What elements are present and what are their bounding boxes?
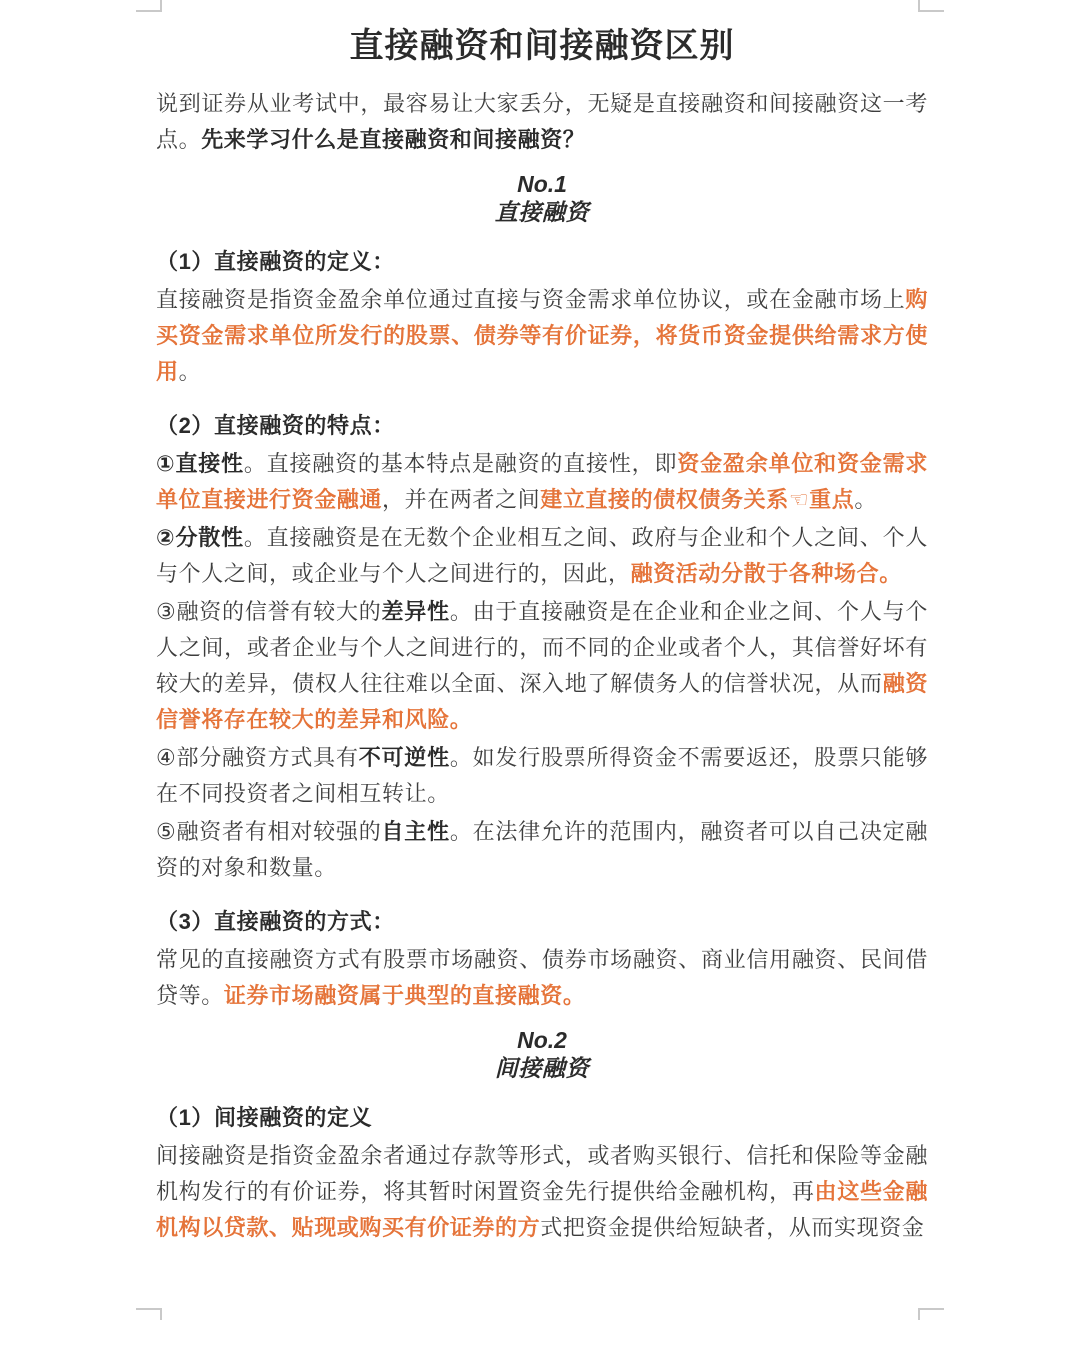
document-content <box>156 26 928 1248</box>
text-run: 直接融资是指资金盈余单位通过直接与资金需求单位协议，或在金融市场上 <box>156 287 906 312</box>
section-heading: （2）直接融资的特点： <box>156 413 395 438</box>
text-run: ②分散性 <box>156 525 244 550</box>
text-run: 不可逆性 <box>358 745 450 770</box>
paragraph <box>156 1138 928 1246</box>
text-boundary-corner-bottom-right <box>918 1308 944 1320</box>
section-heading: （1）间接融资的定义 <box>156 1105 373 1130</box>
section-number-label: No.2 <box>517 1027 567 1053</box>
text-run: 。 <box>854 487 877 512</box>
text-run: 先来学习什么是直接融资和间接融资？ <box>201 127 586 152</box>
pointing-left-hand-icon: ☜ <box>788 487 810 512</box>
text-run: 资金盈余单位和资金需求单位直接进行资金融通 <box>156 451 928 512</box>
text-run: ④部分融资方式具有 <box>156 745 359 770</box>
paragraph <box>156 814 928 886</box>
text-run: 自主性 <box>381 819 450 844</box>
text-boundary-corner-bottom-left <box>136 1308 162 1320</box>
paragraph <box>156 446 928 518</box>
paragraph <box>156 282 928 390</box>
text-run: 重点 <box>809 487 855 512</box>
text-run: ，并在两者之间 <box>382 487 541 512</box>
text-boundary-corner-top-right <box>918 0 944 12</box>
text-boundary-corner-top-left <box>136 0 162 12</box>
text-run: 融资活动分散于各种场合。 <box>630 561 902 586</box>
text-run: 证券市场融资属于典型的直接融资。 <box>223 983 586 1008</box>
text-run: 。直接融资的基本特点是融资的直接性，即 <box>243 451 678 476</box>
paragraph <box>156 594 928 738</box>
text-run: 。在法律允许的范围内，融资者可以自己决定融资的对象和数量。 <box>156 819 928 880</box>
text-run: ⑤融资者有相对较强的 <box>156 819 382 844</box>
paragraph <box>156 740 928 812</box>
section-heading: （3）直接融资的方式： <box>156 909 395 934</box>
section-heading: （1）直接融资的定义： <box>156 249 395 274</box>
text-run: 。 <box>178 359 202 384</box>
text-run: ①直接性 <box>156 451 244 476</box>
text-run: 。直接融资是在无数个企业相互之间、政府与企业和个人之间、个人与个人之间，或企业与个人之间进行的，因此， <box>156 525 928 586</box>
text-run: 式把资金提供给短缺者，从而实现资金 <box>540 1215 925 1240</box>
text-run: 。如发行股票所得资金不需要返还，股票只能够在不同投资者之间相互转让。 <box>156 745 929 806</box>
text-run: 常见的直接融资方式有股票市场融资、债券市场融资、商业信用融资、民间借贷等。 <box>156 947 928 1008</box>
paragraph <box>156 942 928 1014</box>
paragraph <box>156 520 928 592</box>
text-run: 说到证券从业考试中，最容易让大家丢分，无疑是直接融资和间接融资这一考点。 <box>156 91 928 152</box>
document-title: 直接融资和间接融资区别 <box>349 27 735 65</box>
text-run: 差异性 <box>381 599 450 624</box>
text-run: 建立直接的债权债务关系 <box>540 487 789 512</box>
text-run: 融资信誉将存在较大的差异和风险。 <box>156 671 928 732</box>
section-subtitle: 直接融资 <box>494 199 590 225</box>
document-blocks <box>156 86 928 1246</box>
text-run: 购买资金需求单位所发行的股票、债券等有价证券，将货币资金提供给需求方使用 <box>156 287 928 384</box>
text-run: 间接融资是指资金盈余者通过存款等形式，或者购买银行、信托和保险等金融机构发行的有价证券，将其暂时闲置资金先行提供给金融机构，再 <box>156 1143 928 1204</box>
text-run: 。由于直接融资是在企业和企业之间、个人与个人之间，或者企业与个人之间进行的，而不同的企业或者个人，其信誉好坏有较大的差异，债权人往往难以全面、深入地了解债务人的信誉状况，从而 <box>156 599 928 696</box>
paragraph <box>156 86 928 158</box>
text-run: ③融资的信誉有较大的 <box>156 599 382 624</box>
section-subtitle: 间接融资 <box>494 1055 590 1081</box>
section-number-label: No.1 <box>517 171 567 197</box>
text-run: 由这些金融机构以贷款、贴现或购买有价证券的方 <box>156 1179 928 1240</box>
